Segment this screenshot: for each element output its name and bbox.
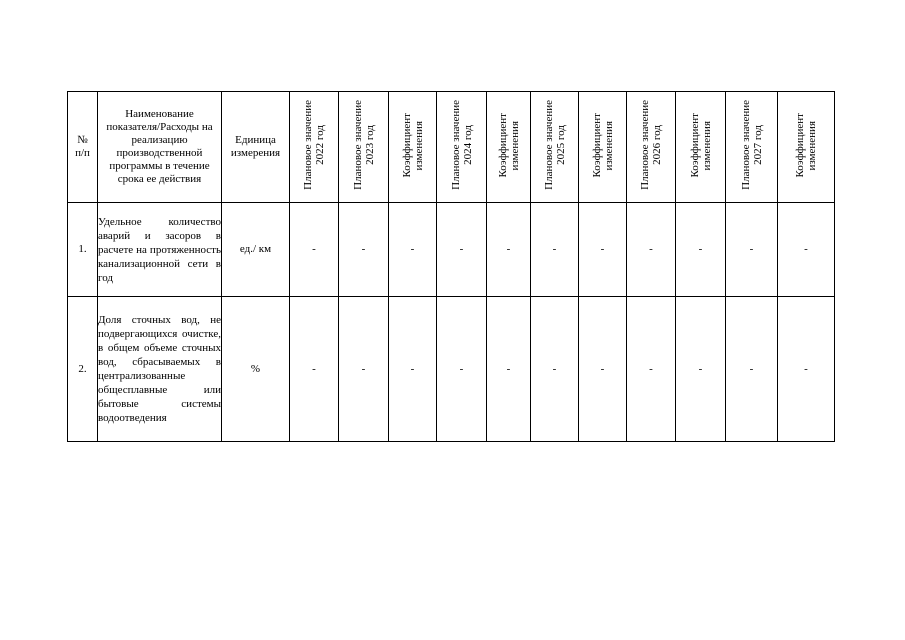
header-plan-2027-text: Плановое значение 2027 год <box>739 100 764 190</box>
row-value: - <box>726 203 778 297</box>
row-value: - <box>579 297 627 442</box>
row-value: - <box>389 297 437 442</box>
row-value: - <box>487 297 531 442</box>
header-plan-2025 <box>531 92 579 203</box>
header-coef-2025-text: Коэффициент изменения <box>590 112 615 178</box>
row-value: - <box>531 297 579 442</box>
header-coef-2026-text: Коэффициент изменения <box>688 112 713 178</box>
header-plan-2026 <box>627 92 676 203</box>
row-num: 2. <box>68 297 98 442</box>
table-row <box>68 297 835 442</box>
row-value: - <box>487 203 531 297</box>
row-value: - <box>290 297 339 442</box>
header-coef-2024 <box>487 92 531 203</box>
header-coef-2025 <box>579 92 627 203</box>
row-num: 1. <box>68 203 98 297</box>
header-num <box>68 92 98 203</box>
header-plan-2022-text: Плановое значение 2022 год <box>302 100 326 190</box>
row-unit: % <box>222 297 290 442</box>
header-coef-2023-text: Коэффициент изменения <box>400 112 425 178</box>
row-indicator-name: Удельное количество аварий и засоров в расчете на протяженность канализационной сети в год <box>98 203 222 297</box>
row-value: - <box>627 203 676 297</box>
row-value: - <box>339 203 389 297</box>
header-plan-2023-text: Плановое значение 2023 год <box>351 100 376 190</box>
header-coef-2026 <box>676 92 726 203</box>
header-unit: Единица измерения <box>222 92 290 203</box>
header-plan-2023 <box>339 92 389 203</box>
header-plan-2026-text: Плановое значение 2026 год <box>639 100 663 190</box>
row-value: - <box>778 297 835 442</box>
row-value: - <box>676 297 726 442</box>
row-value: - <box>339 297 389 442</box>
header-plan-2027 <box>726 92 778 203</box>
header-row <box>68 92 835 203</box>
row-value: - <box>437 203 487 297</box>
row-value: - <box>389 203 437 297</box>
row-unit: ед./ км <box>222 203 290 297</box>
row-value: - <box>531 203 579 297</box>
header-plan-2025-text: Плановое значение 2025 год <box>542 100 567 190</box>
row-value: - <box>437 297 487 442</box>
header-name: Наименование показателя/Расходы на реализацию производственной программы в течение срока ее действия <box>98 92 222 203</box>
header-coef-2027 <box>778 92 835 203</box>
header-num-text: № п/п <box>75 134 90 159</box>
indicators-table <box>67 91 835 442</box>
row-value: - <box>778 203 835 297</box>
row-indicator-name: Доля сточных вод, не подвергающихся очистке, в общем объеме сточных вод, сбрасываемых в централизованные общесплавные или бытовые системы водоотведения <box>98 297 222 442</box>
header-coef-2023 <box>389 92 437 203</box>
row-value: - <box>726 297 778 442</box>
row-value: - <box>579 203 627 297</box>
header-plan-2022 <box>290 92 339 203</box>
header-plan-2024 <box>437 92 487 203</box>
table-row <box>68 203 835 297</box>
row-value: - <box>627 297 676 442</box>
row-value: - <box>290 203 339 297</box>
header-plan-2024-text: Плановое значение 2024 год <box>449 100 474 190</box>
header-coef-2027-text: Коэффициент изменения <box>794 112 818 178</box>
row-value: - <box>676 203 726 297</box>
header-coef-2024-text: Коэффициент изменения <box>496 112 521 178</box>
